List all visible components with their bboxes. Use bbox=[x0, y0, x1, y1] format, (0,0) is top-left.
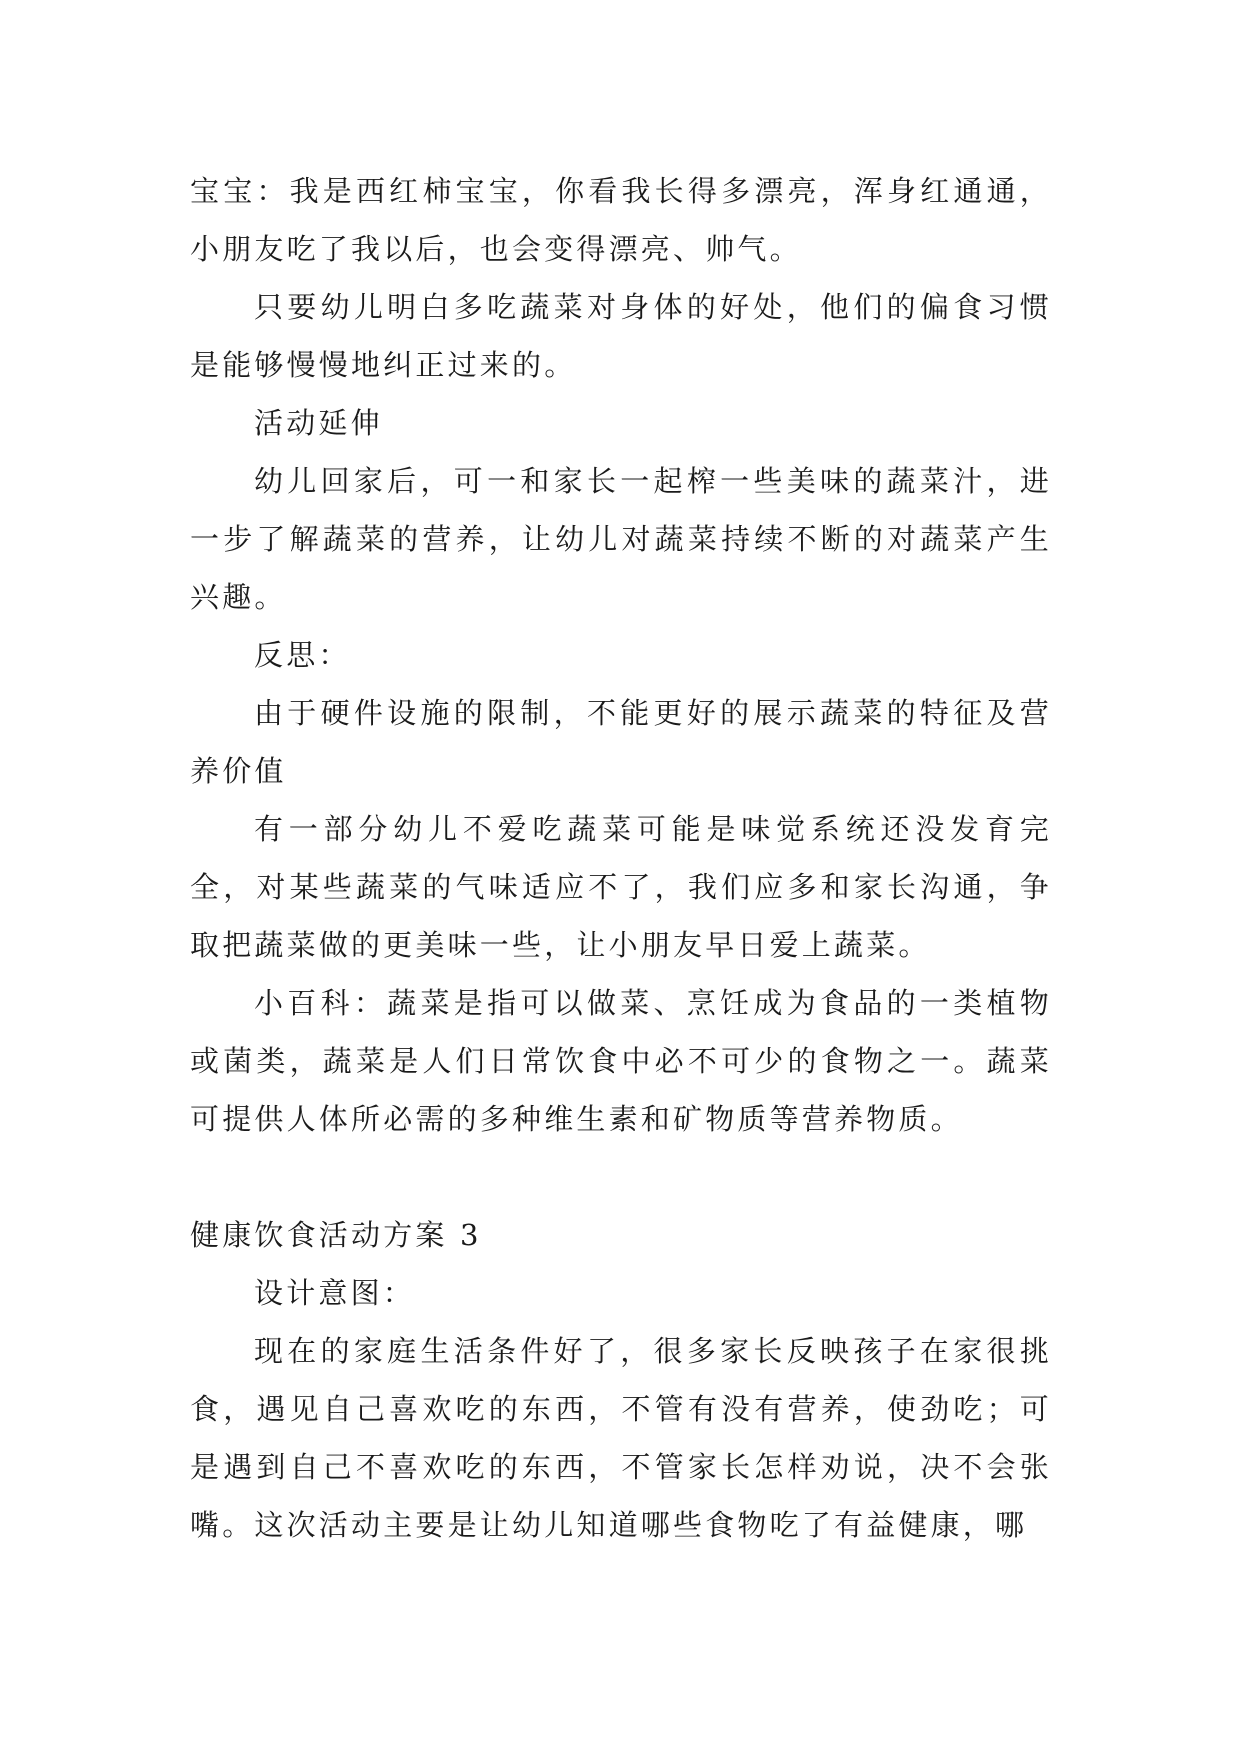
paragraph: 现在的家庭生活条件好了，很多家长反映孩子在家很挑食，遇见自己喜欢吃的东西，不管有没有营养，使劲吃；可是遇到自己不喜欢吃的东西，不管家长怎样劝说，决不会张嘴。这次活动主要是让幼儿知道哪些食物吃了有益健康，哪 bbox=[190, 1334, 1052, 1542]
paragraph: 小百科：蔬菜是指可以做菜、烹饪成为食品的一类植物或菌类，蔬菜是人们日常饮食中必不可少的食物之一。蔬菜可提供人体所必需的多种维生素和矿物质等营养物质。 bbox=[190, 986, 1052, 1136]
paragraph: 有一部分幼儿不爱吃蔬菜可能是味觉系统还没发育完全，对某些蔬菜的气味适应不了，我们应多和家长沟通，争取把蔬菜做的更美味一些，让小朋友早日爱上蔬菜。 bbox=[190, 812, 1052, 962]
document-body bbox=[190, 162, 1052, 1554]
subheading-reflection: 反思： bbox=[254, 638, 351, 672]
paragraph: 宝宝：我是西红柿宝宝，你看我长得多漂亮，浑身红通通，小朋友吃了我以后，也会变得漂亮、帅气。 bbox=[190, 174, 1052, 266]
subheading-design-intent: 设计意图： bbox=[254, 1276, 416, 1310]
subheading-activity-extension: 活动延伸 bbox=[254, 406, 383, 440]
paragraph: 幼儿回家后，可一和家长一起榨一些美味的蔬菜汁，进一步了解蔬菜的营养，让幼儿对蔬菜持续不断的对蔬菜产生兴趣。 bbox=[190, 464, 1052, 614]
paragraph: 只要幼儿明白多吃蔬菜对身体的好处，他们的偏食习惯是能够慢慢地纠正过来的。 bbox=[190, 290, 1052, 382]
paragraph: 由于硬件设施的限制，不能更好的展示蔬菜的特征及营养价值 bbox=[190, 696, 1052, 788]
section-title: 健康饮食活动方案 3 bbox=[190, 1218, 482, 1252]
